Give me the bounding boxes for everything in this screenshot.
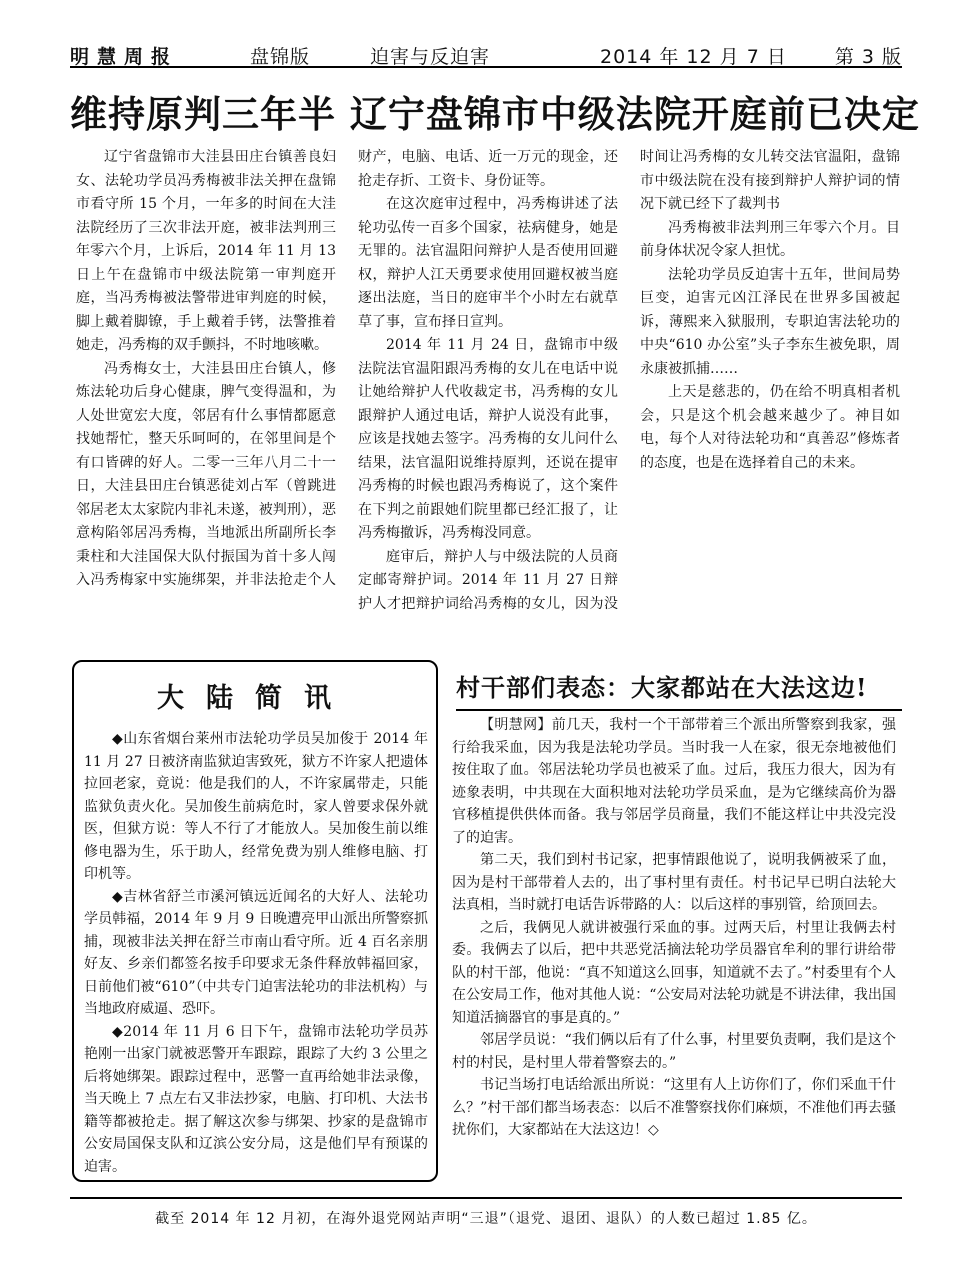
article-paragraph: 【明慧网】前几天，我村一个干部带着三个派出所警察到我家，强行给我采血，因为我是法轮功学员。当时我一人在家，很无奈地被他们按住取了血。邻居法轮功学员也被采了血。过后，我压力很大，因为有迹象表明，中共现在大面积地对法轮功学员采血，是为它继续高价为器官移植提供供体而备。我与邻居学员商量，我们不能这样让中共没完没了的迫害。 [452,717,896,846]
header-divider [70,66,902,68]
article-paragraph: 第二天，我们到村书记家，把事情跟他说了，说明我俩被采了血，因为是村干部带着人去的，出了事村里有责任。村书记早已明白法轮大法真相，当时就打电话告诉带路的人：以后这样的事别管，给顶回去。 [452,852,896,913]
article-paragraph: 上天是慈悲的，仍在给不明真相者机会，只是这个机会越来越少了。神目如电，每个人对待法轮功和“真善忍”修炼者的态度，也是在选择着自己的未来。 [640,384,900,471]
article-paragraph: 邻居学员说：“我们俩以后有了什么事，村里要负责啊，我们是这个村的村民，是村里人带着警察去的。” [452,1032,896,1071]
brief-news-body [84,728,428,1178]
brief-news-title: 大陆简讯 [157,683,353,714]
article-paragraph: 法轮功学员反迫害十五年，世间局势巨变，迫害元凶江泽民在世界多国被起诉，薄熙来入狱服刑，专职迫害法轮功的中央“610 办公室”头子李东生被免职，周永康被抓捕…… [640,266,900,377]
page-number: 第 3 版 [834,46,902,68]
article-paragraph: 之后，我俩见人就讲被强行采血的事。过两天后，村里让我俩去村委。我俩去了以后，把中共恶党活摘法轮功学员器官牟利的罪行讲给带队的村干部，他说：“真不知道这么回事，知道就不去了。”村委里有个人在公安局工作，他对其他人说：“公安局对法轮功就是不讲法律，我出国知道活摘器官的事是真的。” [452,919,896,1026]
article-paragraph: 庭审后，辩护人与中级法院的人员商定邮寄辩护词。2014 年 11 月 27 日辩护人才把辩护词给冯秀梅的女儿，因为没时间让冯秀梅的女儿转交法官温阳，盘锦市中级法院在没有接到辩护人辩护词的情况下就已经下了裁判书 [358,149,900,612]
article-paragraph: 在这次庭审过程中，冯秀梅讲述了法轮功弘传一百多个国家，祛病健身，她是无罪的。法官温阳问辩护人是否使用回避权，辩护人江天勇要求使用回避权被当庭逐出法庭，当日的庭审半个小时左右就草草了事，宣布择日宣判。 [358,196,618,330]
newspaper-name: 明慧周报 [70,46,179,68]
second-article [452,714,896,1142]
article-paragraph: 2014 年 11 月 24 日，盘锦市中级法院法官温阳跟冯秀梅的女儿在电话中说让她给辩护人代收裁定书，冯秀梅的女儿跟辩护人通过电话，辩护人说没有此事，应该是找她去签字。冯秀梅的女儿问什么结果，法官温阳说维持原判，还说在提审冯秀梅的时候也跟冯秀梅说了，这个案件在下判之前跟她们院里都已经汇报了，让冯秀梅撤诉，冯秀梅没同意。 [358,337,618,541]
main-article [76,146,900,621]
brief-news-item: ◆山东省烟台莱州市法轮功学员吴加俊于 2014 年 11 月 27 日被济南监狱迫害致死，狱方不许家人把遗体拉回老家，竟说：他是我们的人，不许家属带走，只能监狱负责火化。吴加俊生前病危时，家人曾要求保外就医，但狱方说：等人不行了才能放人。吴加俊生前以维修电器为生，乐于助人，经常免费为别人维修电脑、打印机等。 [84,731,428,882]
footer-divider [70,1197,902,1199]
article-paragraph: 冯秀梅女士，大洼县田庄台镇人，修炼法轮功后身心健康，脾气变得温和，为人处世宽宏大度，邻居有什么事情都愿意找她帮忙，整天乐呵呵的，在邻里间是个有口皆碑的好人。二零一三年八月二十一日，大洼县田庄台镇恶徒刘占军（曾跳进邻居老太太家院内非礼未遂，被判刑），恶意构陷邻居冯秀梅，当地派出所副所长李秉柱和大洼国保大队付振国为首十多人闯入冯秀梅家中实施绑架，并非法抢走个人财产，电脑、电话、近一万元的现金，还抢走存折、工资卡、身份证等。 [76,149,618,588]
second-article-divider [456,709,902,711]
brief-news-box [72,660,438,1182]
article-paragraph: 冯秀梅被非法判刑三年零六个月。目前身体状况令家人担忧。 [640,219,900,259]
newspaper-header [70,42,902,68]
section-label: 迫害与反迫害 [370,46,491,68]
issue-date: 2014 年 12 月 7 日 [600,46,787,68]
article-paragraph: 书记当场打电话给派出所说：“这里有人上访你们了，你们采血干什么？”村干部们都当场表态：以后不准警察找你们麻烦，不准他们再去骚扰你们，大家都站在大法这边！◇ [452,1077,896,1138]
main-headline: 维持原判三年半 辽宁盘锦市中级法院开庭前已决定 [70,92,920,136]
footer-notice: 截至 2014 年 12 月初，在海外退党网站声明“三退”（退党、退团、退队）的人数已超过 1.85 亿。 [155,1211,817,1227]
article-paragraph: 辽宁省盘锦市大洼县田庄台镇善良妇女、法轮功学员冯秀梅被非法关押在盘锦市看守所 15 个月，一年多的时间在大洼法院经历了三次非法开庭，被非法判刑三年零六个月，上诉后，2014 年 11 月 13 日上午在盘锦市中级法院第一审判庭开庭，当冯秀梅被法警带进审判庭的时候，脚上戴着脚镣，手上戴着手铐，法警推着她走，冯秀梅的双手颤抖，不时地咳嗽。 [76,149,336,353]
brief-news-item: ◆2014 年 11 月 6 日下午，盘锦市法轮功学员苏艳刚一出家门就被恶警开车跟踪，跟踪了大约 3 公里之后将她绑架。跟踪过程中，恶警一直再给她非法录像，当天晚上 7 点左右又非法抄家，电脑、打印机、大法书籍等都被抢走。据了解这次参与绑架、抄家的是盘锦市公安局国保支队和辽滨公安分局，这是他们早有预谋的迫害。 [84,1023,428,1175]
second-article-title: 村干部们表态：大家都站在大法这边! [456,673,868,702]
brief-news-item: ◆吉林省舒兰市溪河镇远近闻名的大好人、法轮功学员韩福，2014 年 9 月 9 日晚遭亮甲山派出所警察抓捕，现被非法关押在舒兰市南山看守所。近 4 百名亲朋好友、乡亲们都签名按手印要求无条件释放韩福回家，日前他们被“610”（中共专门迫害法轮功的非法机构）与当地政府威逼、恐吓。 [84,888,428,1017]
edition-label: 盘锦版 [250,46,311,68]
